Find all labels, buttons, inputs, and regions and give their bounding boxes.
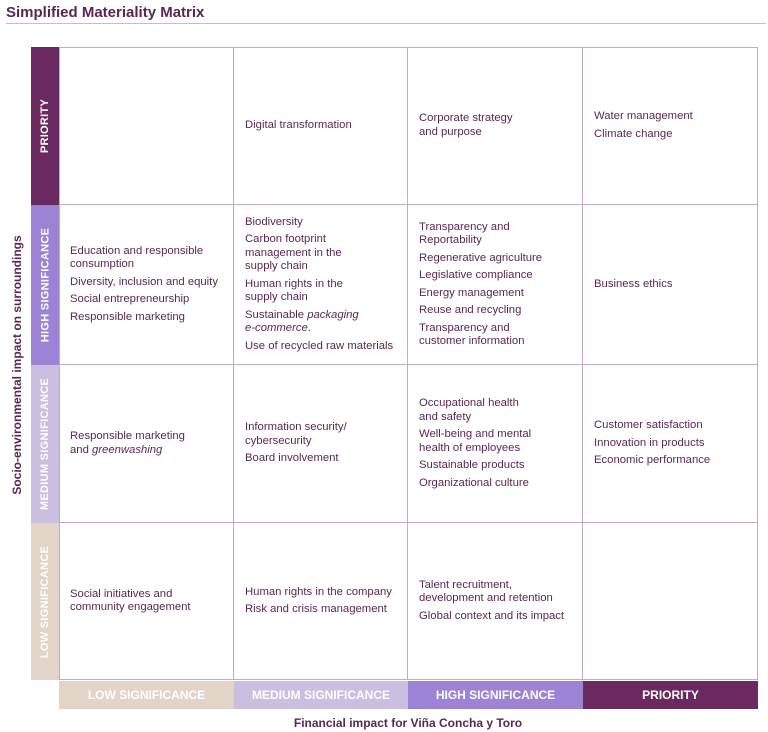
matrix-cell-priority-high — [408, 47, 583, 205]
column-label-high: HIGH SIGNIFICANCE — [408, 681, 583, 709]
topic-item: Use of recycled raw materials — [245, 339, 394, 352]
matrix-cell-low-high — [408, 523, 583, 680]
matrix-cell-low-medium — [234, 523, 408, 680]
topic-item: Social initiatives and community engagement — [70, 587, 191, 613]
matrix-cell-medium-priority — [583, 365, 758, 523]
topic-item-text: Responsible marketing and — [70, 430, 185, 456]
topic-item-italic: greenwashing — [92, 443, 163, 456]
topic-item: Transparency and Reportability — [419, 220, 510, 246]
topic-item: Reuse and recycling — [419, 304, 522, 316]
x-axis-title: Financial impact for Viña Concha y Toro — [293, 716, 523, 730]
topic-item: Innovation in products — [594, 436, 705, 449]
topic-item: Sustainable products — [419, 459, 525, 471]
row-label-low — [31, 523, 59, 680]
topic-item — [70, 430, 223, 457]
topic-item: Digital transformation — [245, 118, 352, 131]
materiality-grid — [59, 47, 758, 680]
topic-item: Talent recruitment, development and retention — [419, 578, 553, 605]
matrix-cell-priority-priority — [583, 47, 758, 205]
topic-item: Diversity, inclusion and equity — [70, 275, 218, 288]
topic-item: Economic performance — [594, 454, 711, 467]
topic-item: Legislative compliance — [419, 269, 533, 281]
topic-item: Corporate strategy and purpose — [419, 112, 513, 138]
topic-item-text: . — [307, 322, 311, 335]
matrix-cell-low-low — [59, 523, 234, 680]
topic-item: Global context and its impact — [419, 609, 565, 622]
topic-item-italic: packaging e-commerce — [245, 308, 359, 335]
topic-item: Information security/ cybersecurity — [245, 421, 347, 447]
matrix-cell-medium-low — [59, 365, 234, 523]
row-label-text: LOW SIGNIFICANCE — [39, 545, 52, 658]
topic-item: Board involvement — [245, 452, 339, 465]
row-label-priority — [31, 47, 59, 205]
topic-item: Biodiversity — [245, 215, 303, 228]
topic-item-text: Sustainable — [245, 308, 308, 321]
topic-item: Business ethics — [594, 277, 673, 290]
matrix-cell-high-priority — [583, 205, 758, 365]
topic-item: Energy management — [419, 286, 524, 299]
topic-item: Climate change — [594, 127, 673, 140]
topic-item: Regenerative agriculture — [419, 251, 543, 264]
topic-item: Organizational culture — [419, 476, 529, 489]
matrix-cell-medium-high — [408, 365, 583, 523]
row-label-high — [31, 205, 59, 365]
matrix-cell-priority-medium — [234, 47, 408, 205]
row-label-text: PRIORITY — [39, 98, 52, 154]
matrix-cell-high-medium — [234, 205, 408, 365]
topic-item: Responsible marketing — [70, 310, 185, 323]
matrix-cell-high-high — [408, 205, 583, 365]
row-label-medium — [31, 365, 59, 523]
matrix-cell-priority-low — [59, 47, 234, 205]
page-title: Simplified Materiality Matrix — [6, 4, 205, 21]
topic-item: Occupational health and safety — [419, 397, 519, 423]
column-label-priority: PRIORITY — [583, 681, 758, 709]
topic-item: Customer satisfaction — [594, 419, 703, 432]
topic-item: Well-being and mental health of employees — [419, 428, 532, 454]
matrix-cell-high-low — [59, 205, 234, 365]
column-label-medium: MEDIUM SIGNIFICANCE — [234, 681, 408, 709]
topic-item: Social entrepreneurship — [70, 293, 190, 306]
title-divider — [6, 23, 766, 24]
topic-item: Risk and crisis management — [245, 603, 387, 615]
matrix-cell-medium-medium — [234, 365, 408, 523]
topic-item: Human rights in the company — [245, 585, 392, 598]
topic-item — [245, 309, 397, 336]
matrix-cell-low-priority — [583, 523, 758, 680]
topic-item: Education and responsible consumption — [70, 244, 204, 271]
y-axis-title: Socio-environmental impact on surroundings — [10, 235, 24, 495]
topic-item: Carbon footprint management in the supply chain — [245, 233, 342, 273]
topic-item: Water management — [594, 110, 693, 122]
row-label-text: MEDIUM SIGNIFICANCE — [39, 377, 52, 511]
topic-item: Human rights in the supply chain — [245, 277, 343, 304]
topic-item: Transparency and customer information — [419, 321, 525, 347]
row-label-text: HIGH SIGNIFICANCE — [39, 227, 51, 343]
column-label-low: LOW SIGNIFICANCE — [59, 681, 234, 709]
